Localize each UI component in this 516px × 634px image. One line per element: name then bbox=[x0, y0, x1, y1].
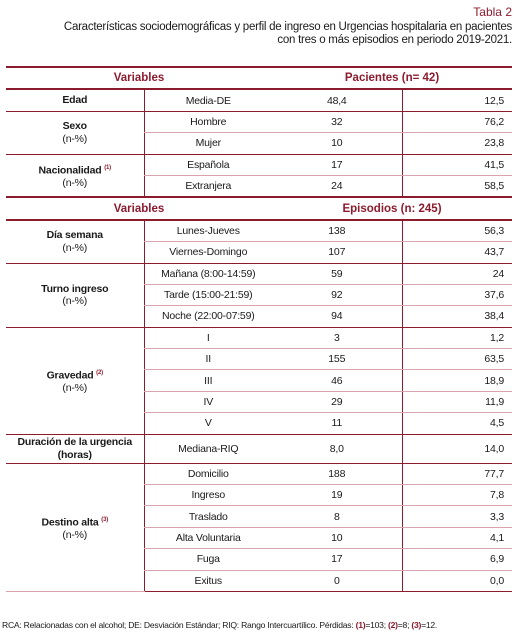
variable-name: Gravedad bbox=[46, 369, 94, 382]
table-row bbox=[6, 263, 512, 284]
pacientes-header: Pacientes (n= 42) bbox=[272, 67, 512, 89]
percent-cell: 38,4 bbox=[402, 306, 512, 327]
table-row bbox=[6, 463, 512, 484]
category-cell: Media-DE bbox=[144, 89, 272, 111]
count-cell: 138 bbox=[272, 220, 402, 242]
category-cell: V bbox=[144, 413, 272, 434]
variable-name: Destino alta bbox=[41, 516, 99, 529]
percent-cell: 11,9 bbox=[402, 391, 512, 412]
percent-cell: 24 bbox=[402, 263, 512, 284]
category-cell: IV bbox=[144, 391, 272, 412]
percent-cell: 23,8 bbox=[402, 133, 512, 154]
table-row bbox=[6, 220, 512, 242]
percent-cell: 14,0 bbox=[402, 434, 512, 463]
category-cell: Mañana (8:00-14:59) bbox=[144, 263, 272, 284]
variable-label: Edad bbox=[6, 89, 144, 111]
percent-cell: 0,0 bbox=[402, 570, 512, 591]
category-cell: Mediana-RIQ bbox=[144, 434, 272, 463]
variable-unit: (n-%) bbox=[62, 381, 88, 394]
percent-cell: 58,5 bbox=[484, 180, 505, 193]
category-cell: Lunes-Jueves bbox=[144, 220, 272, 242]
count-cell: 3 bbox=[272, 327, 402, 348]
count-cell: 19 bbox=[272, 485, 402, 506]
category-cell: Mujer bbox=[144, 133, 272, 154]
category-cell: Ingreso bbox=[144, 485, 272, 506]
table-row bbox=[6, 434, 512, 463]
header-row-pacientes bbox=[6, 67, 512, 89]
variable-label bbox=[6, 434, 144, 463]
table-footnote bbox=[2, 620, 514, 630]
category-cell: II bbox=[144, 349, 272, 370]
percent-cell: 6,9 bbox=[402, 549, 512, 570]
category-cell: Tarde (15:00-21:59) bbox=[144, 284, 272, 305]
category-cell: Hombre bbox=[144, 111, 272, 132]
category-cell: Domicilio bbox=[144, 463, 272, 484]
percent-cell: 37,6 bbox=[402, 284, 512, 305]
count-cell: 48,4 bbox=[272, 89, 402, 111]
footnote-value: =8; bbox=[397, 620, 410, 630]
variable-label bbox=[6, 463, 144, 591]
count-cell: 155 bbox=[272, 349, 402, 370]
count-cell: 8 bbox=[272, 506, 402, 527]
table-title-line-2: con tres o más episodios en periodo 2019-2021. bbox=[277, 34, 512, 46]
footnote-marker: (1) bbox=[355, 620, 366, 630]
variable-label bbox=[6, 111, 144, 154]
table-row bbox=[6, 154, 512, 175]
variable-unit: (n-%) bbox=[62, 176, 88, 189]
category-cell: Alta Voluntaria bbox=[144, 527, 272, 548]
percent-cell: 77,7 bbox=[402, 463, 512, 484]
count-cell: 188 bbox=[272, 463, 402, 484]
table-row bbox=[6, 111, 512, 132]
variable-name: Duración de la urgencia bbox=[17, 436, 132, 449]
percent-cell: 7,8 bbox=[402, 485, 512, 506]
count-cell: 10 bbox=[272, 527, 402, 548]
count-cell: 17 bbox=[272, 154, 402, 175]
footnote-value: =12. bbox=[421, 620, 438, 630]
count-cell: 24 bbox=[272, 175, 402, 197]
percent-cell: 4,5 bbox=[402, 413, 512, 434]
count-cell: 46 bbox=[272, 370, 402, 391]
variable-name: Día semana bbox=[46, 229, 103, 242]
count-cell: 10 bbox=[272, 133, 402, 154]
variable-name: Sexo bbox=[62, 120, 87, 133]
footnote-marker: (3) bbox=[101, 516, 109, 523]
footnote-marker: (1) bbox=[104, 164, 111, 171]
percent-cell: 63,5 bbox=[402, 349, 512, 370]
percent-cell: 43,7 bbox=[402, 242, 512, 263]
footnote-text: RCA: Relacionadas con el alcohol; DE: Desviación Estándar; RIQ: Rango Intercuartílico. Pérdidas: bbox=[2, 620, 354, 630]
footnote-marker: (2) bbox=[388, 620, 398, 630]
table-header bbox=[0, 6, 512, 48]
percent-cell: 1,2 bbox=[402, 327, 512, 348]
percent-cell: 76,2 bbox=[402, 111, 512, 132]
count-cell: 94 bbox=[272, 306, 402, 327]
table-number: Tabla 2 bbox=[473, 5, 512, 19]
footnote-marker: (3) bbox=[411, 620, 422, 630]
count-cell: 59 bbox=[272, 263, 402, 284]
variable-label bbox=[6, 154, 144, 197]
footnote-marker: (2) bbox=[96, 369, 103, 376]
count-cell: 17 bbox=[272, 549, 402, 570]
variable-name: Turno ingreso bbox=[41, 282, 109, 295]
variable-label bbox=[6, 220, 144, 263]
count-cell: 32 bbox=[272, 111, 402, 132]
variables-header: Variables bbox=[6, 67, 272, 89]
count-cell: 107 bbox=[272, 242, 402, 263]
category-cell: Viernes-Domingo bbox=[144, 242, 272, 263]
category-cell: Noche (22:00-07:59) bbox=[144, 306, 272, 327]
variable-unit: (n-%) bbox=[62, 528, 88, 541]
category-cell: Española bbox=[144, 154, 272, 175]
category-cell: I bbox=[144, 327, 272, 348]
percent-cell: 4,1 bbox=[402, 527, 512, 548]
variable-label bbox=[6, 263, 144, 327]
count-cell: 11 bbox=[272, 413, 402, 434]
variable-label bbox=[6, 327, 144, 434]
variable-unit: (n-%) bbox=[62, 295, 88, 308]
percent-cell: 41,5 bbox=[402, 154, 512, 175]
variable-unit: (horas) bbox=[57, 448, 92, 461]
count-cell: 0 bbox=[272, 570, 402, 591]
category-cell: Extranjera bbox=[144, 175, 272, 197]
variable-name: Nacionalidad bbox=[38, 164, 102, 177]
count-cell: 29 bbox=[272, 391, 402, 412]
episodios-header: Episodios (n: 245) bbox=[272, 197, 512, 219]
category-cell: Fuga bbox=[144, 549, 272, 570]
percent-cell: 18,9 bbox=[402, 370, 512, 391]
variables-header: Variables bbox=[6, 197, 272, 219]
percent-cell: 3,3 bbox=[402, 506, 512, 527]
variable-unit: (n-%) bbox=[62, 132, 88, 145]
variable-unit: (n-%) bbox=[62, 241, 88, 254]
table-row bbox=[6, 327, 512, 348]
table-row bbox=[6, 89, 512, 111]
header-row-episodios bbox=[6, 197, 512, 219]
demographics-table bbox=[6, 66, 512, 592]
percent-cell: 56,3 bbox=[402, 220, 512, 242]
table-title-line-1: Características sociodemográficas y perfil de ingreso en Urgencias hospitalaria en pacientes bbox=[63, 20, 512, 33]
footnote-value: =103; bbox=[365, 620, 386, 630]
count-cell: 8,0 bbox=[272, 434, 402, 463]
category-cell: III bbox=[144, 370, 272, 391]
category-cell: Exitus bbox=[144, 570, 272, 591]
category-cell: Traslado bbox=[144, 506, 272, 527]
count-cell: 92 bbox=[272, 284, 402, 305]
percent-cell: 12,5 bbox=[402, 89, 512, 111]
